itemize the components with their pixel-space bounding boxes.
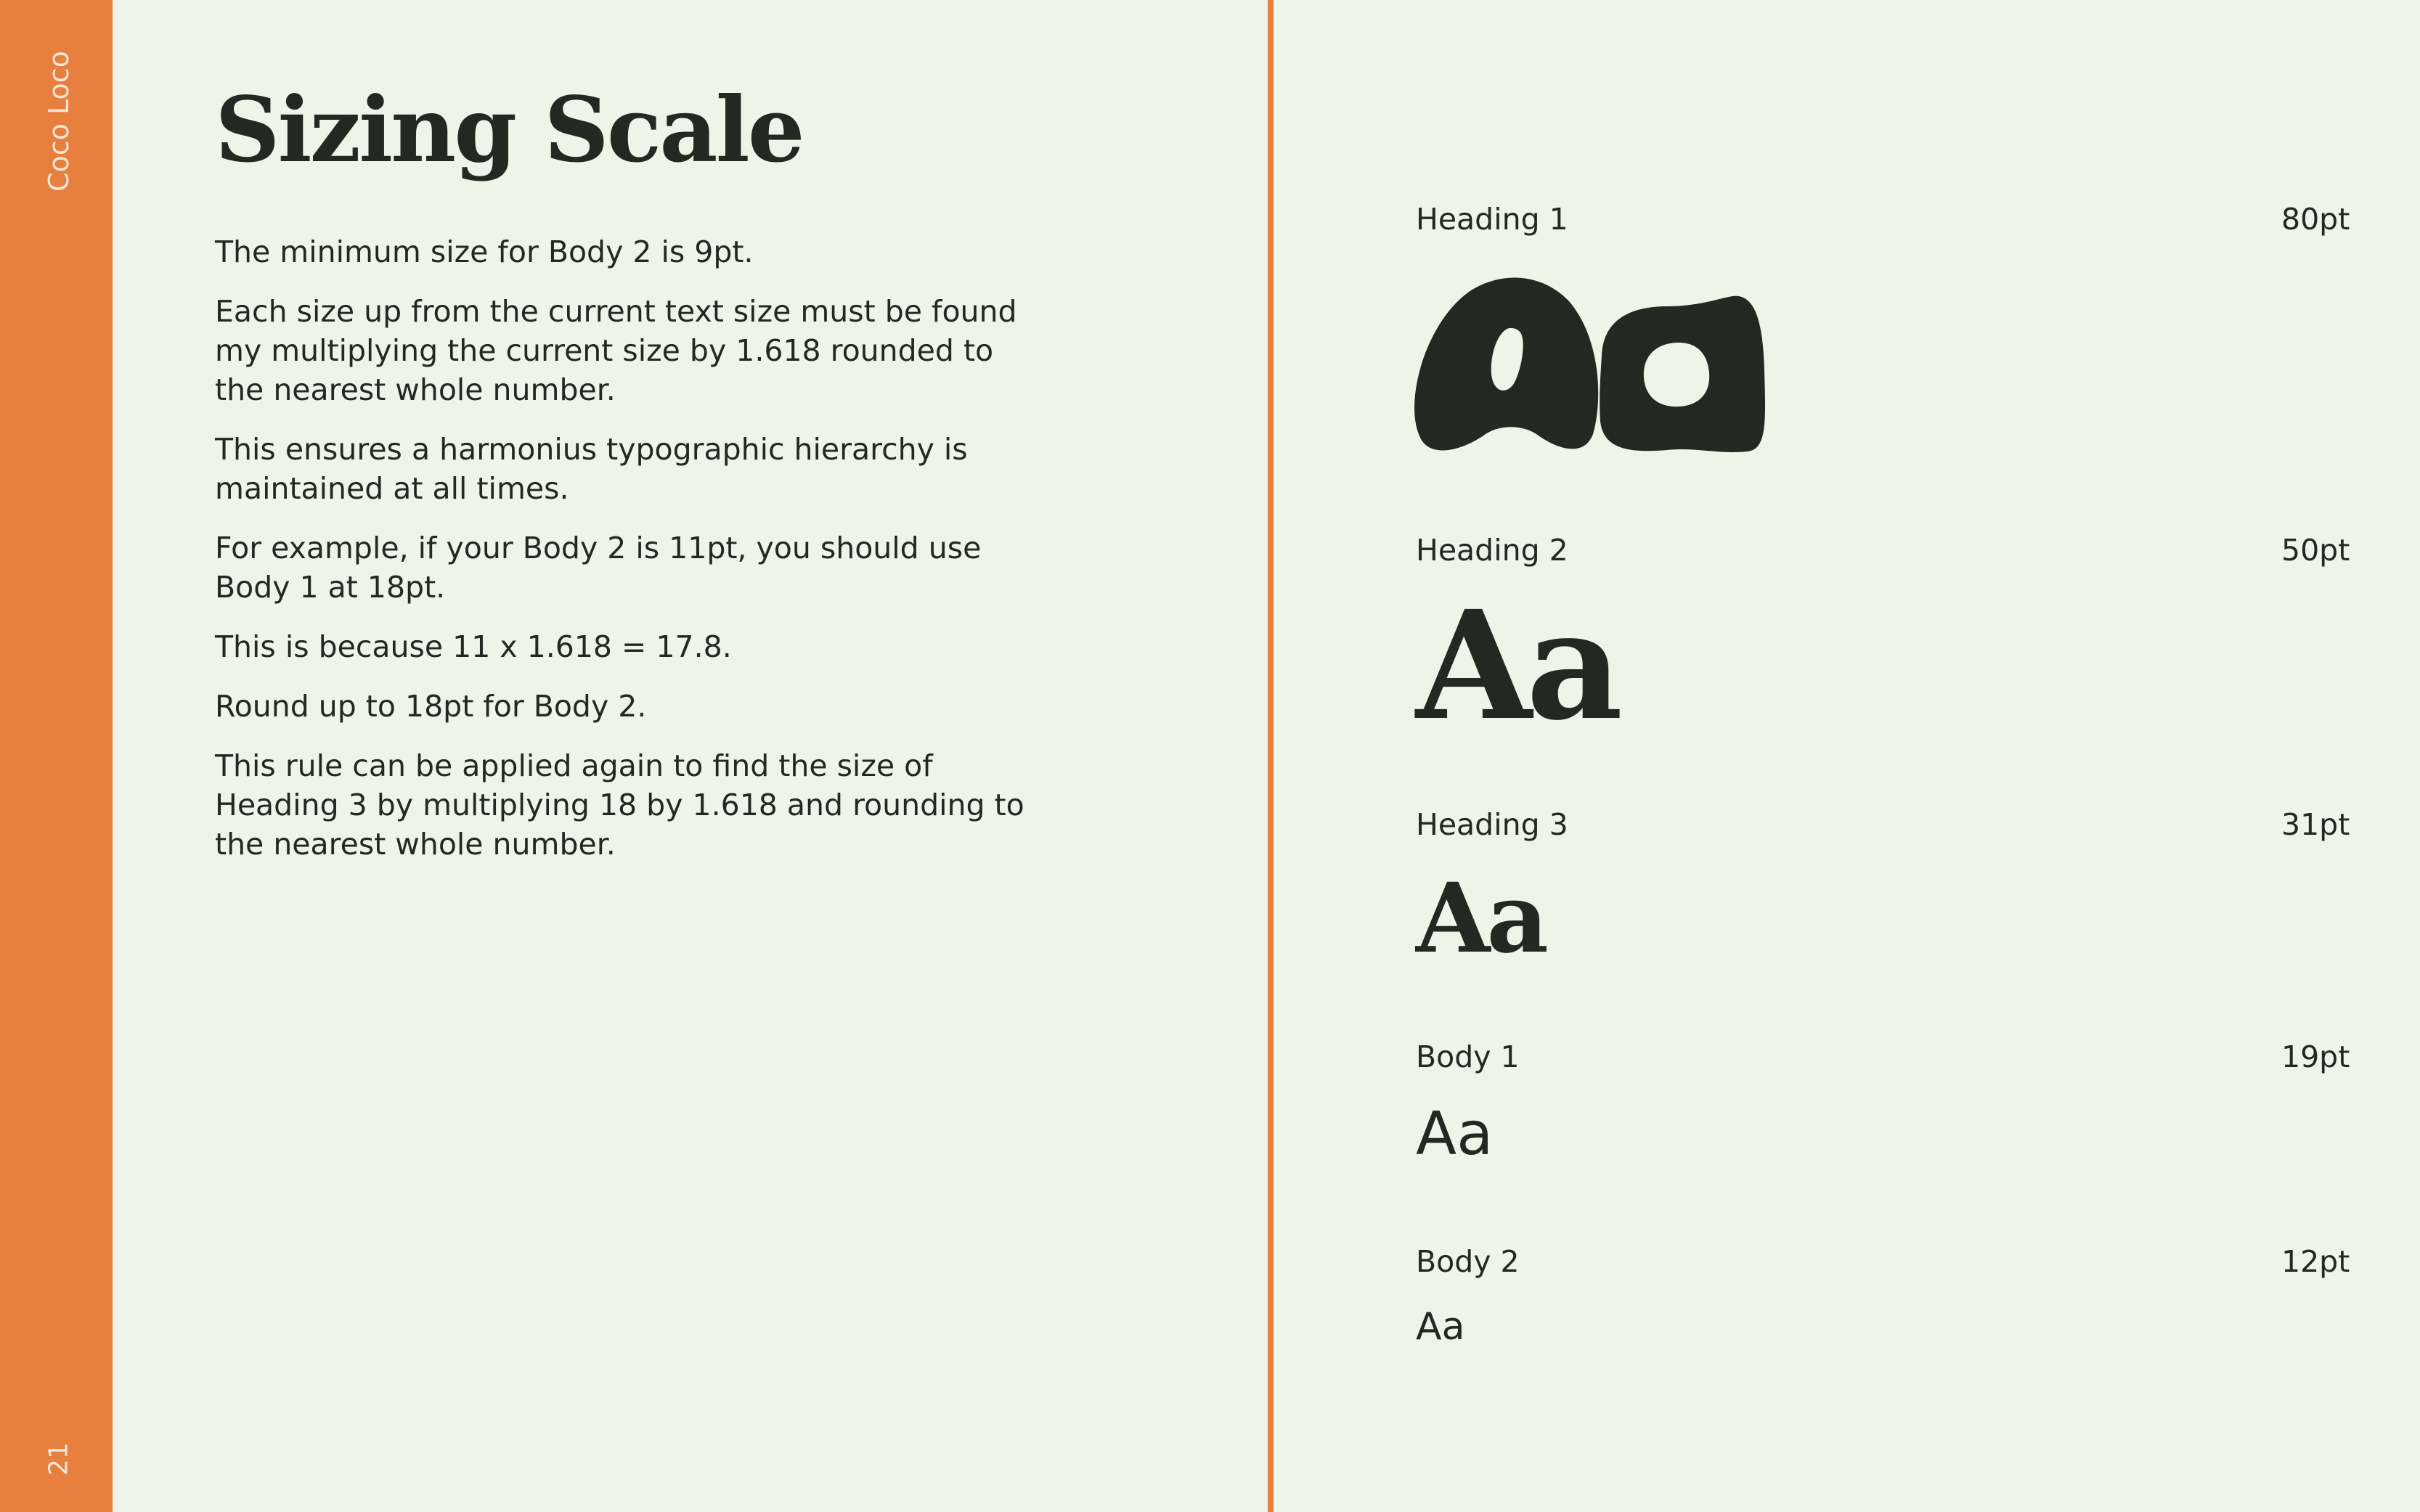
page-number-wrap: [42, 1437, 76, 1481]
scale-row-header: [1416, 807, 2352, 851]
scale-row-header: [1416, 533, 2352, 576]
scale-row-heading-3: [1416, 807, 2352, 975]
scale-row-heading-1: [1416, 202, 2352, 245]
scale-size: 50pt: [2281, 533, 2350, 568]
heading-2-specimen: Aa: [1416, 578, 1618, 753]
paragraph: For example, if your Body 2 is 11pt, you should use Body 1 at 18pt.: [215, 531, 982, 605]
heading-3-specimen: Aa: [1416, 862, 1545, 975]
paragraph: This rule can be applied again to find the size of Heading 3 by multiplying 18 by 1.618 and rounding to the nearest whole number.: [215, 748, 1024, 862]
specimen-letter-a-lower: [1600, 296, 1765, 452]
scale-row-header: [1416, 202, 2352, 245]
scale-size: 31pt: [2281, 807, 2350, 842]
scale-size: 12pt: [2281, 1244, 2350, 1279]
body-text: [215, 232, 1050, 884]
paragraph: Round up to 18pt for Body 2.: [215, 689, 647, 724]
scale-row-body-2: [1416, 1244, 2352, 1349]
scale-row-header: [1416, 1039, 2352, 1083]
brand-label: Coco Loco: [43, 51, 75, 192]
scale-size: 80pt: [2281, 202, 2350, 237]
paragraph: This ensures a harmonius typographic hierarchy is maintained at all times.: [215, 432, 968, 506]
sidebar: [0, 0, 113, 1512]
paragraph: Each size up from the current text size must be found my multiplying the current size by 1.618 rounded to the nearest whole number.: [215, 294, 1017, 407]
specimen-letter-a-upper: [1414, 277, 1598, 450]
scale-name: Body 2: [1416, 1244, 1520, 1279]
scale-name: Heading 1: [1416, 202, 1568, 237]
brand-label-wrap: [42, 38, 76, 205]
scale-row-body-1: [1416, 1039, 2352, 1169]
scale-size: 19pt: [2281, 1039, 2350, 1074]
page-divider: [1268, 0, 1274, 1512]
scale-row-header: [1416, 1244, 2352, 1288]
page-number: 21: [44, 1442, 74, 1476]
scale-name: Body 1: [1416, 1039, 1520, 1074]
paragraph: This is because 11 x 1.618 = 17.8.: [215, 629, 732, 664]
paragraph: The minimum size for Body 2 is 9pt.: [215, 234, 754, 269]
scale-name: Heading 2: [1416, 533, 1568, 568]
scale-name: Heading 3: [1416, 807, 1568, 842]
scale-row-heading-2: [1416, 533, 2352, 753]
body-2-specimen: Aa: [1416, 1305, 1465, 1349]
body-1-specimen: Aa: [1416, 1100, 1494, 1169]
page-title: Sizing Scale: [215, 78, 803, 183]
heading-1-specimen-glyphs: [1413, 276, 1776, 465]
